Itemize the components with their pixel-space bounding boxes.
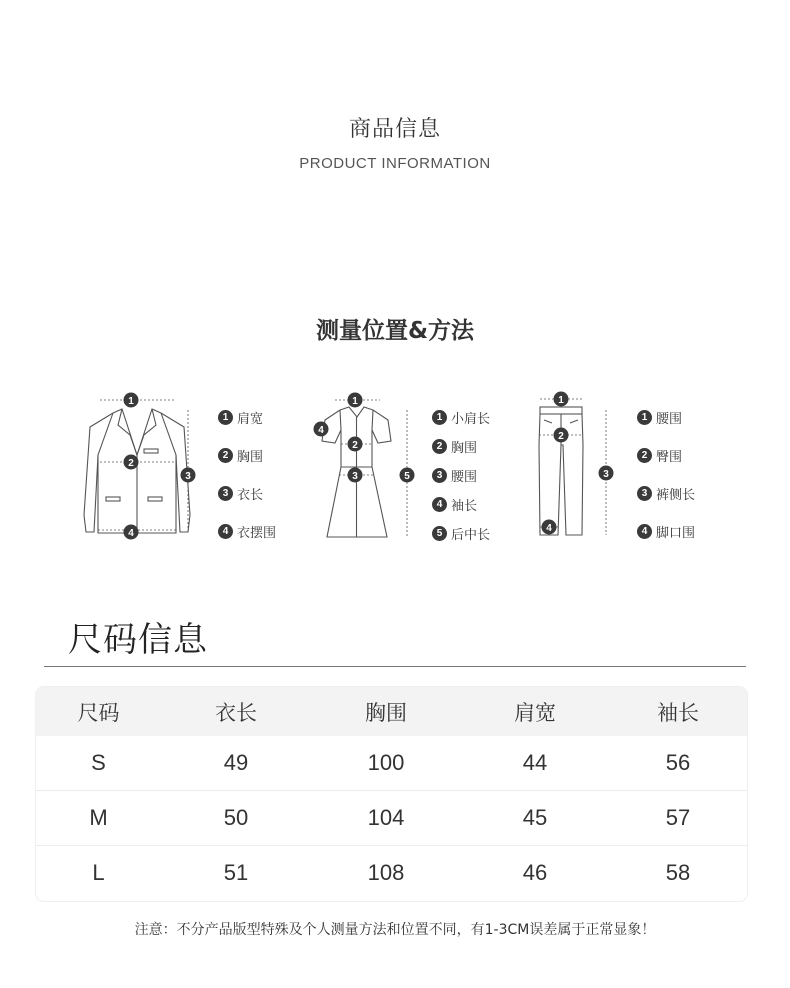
- svg-text:4: 4: [318, 425, 324, 436]
- column-header: 袖长: [657, 700, 699, 725]
- column-header: 胸围: [365, 700, 407, 725]
- table-cell: 58: [665, 860, 691, 885]
- table-cell: 56: [665, 750, 691, 775]
- number-badge-icon: 3: [432, 468, 447, 483]
- legend-label: 衣长: [237, 487, 264, 503]
- svg-text:3: 3: [352, 471, 358, 482]
- svg-text:4: 4: [128, 528, 134, 539]
- svg-text:2: 2: [128, 458, 134, 469]
- legend-label: 小肩长: [451, 411, 491, 427]
- legend-item: [637, 521, 695, 541]
- table-cell: 44: [522, 750, 548, 775]
- table-row: [36, 846, 747, 900]
- table-cell: 108: [367, 860, 405, 885]
- product-info-subtitle: PRODUCT INFORMATION: [299, 155, 491, 172]
- legend-item: [637, 483, 695, 503]
- table-cell: 57: [665, 805, 691, 830]
- legend-label: 脚口围: [656, 525, 696, 541]
- legend-label: 裤侧长: [656, 487, 696, 503]
- table-row: [36, 736, 747, 791]
- table-cell: M: [89, 805, 108, 830]
- svg-text:2: 2: [352, 440, 358, 451]
- measurement-note: 注意：不分产品版型特殊及个人测量方法和位置不同，有1-3CM误差属于正常显象！: [134, 922, 656, 938]
- number-badge-icon: 1: [637, 410, 652, 425]
- legend-item: [432, 523, 490, 543]
- number-badge-icon: 4: [218, 524, 233, 539]
- table-cell: 51: [223, 860, 249, 885]
- dress-illustration: [305, 385, 430, 550]
- svg-text:3: 3: [603, 469, 609, 480]
- number-badge-icon: 2: [218, 448, 233, 463]
- svg-text:3: 3: [185, 471, 191, 482]
- divider: [44, 666, 746, 667]
- size-info-heading: 尺码信息: [68, 620, 208, 660]
- dress-legend: [432, 407, 490, 552]
- legend-label: 胸围: [451, 440, 478, 456]
- table-cell: 49: [223, 750, 249, 775]
- legend-label: 臀围: [656, 449, 683, 465]
- svg-text:2: 2: [558, 431, 564, 442]
- legend-label: 胸围: [237, 449, 264, 465]
- column-header: 衣长: [215, 700, 257, 725]
- legend-item: [432, 465, 490, 485]
- legend-item: [218, 483, 276, 503]
- legend-item: [432, 407, 490, 427]
- number-badge-icon: 4: [432, 497, 447, 512]
- svg-text:4: 4: [546, 523, 552, 534]
- product-info-title: 商品信息: [348, 117, 441, 142]
- number-badge-icon: 2: [637, 448, 652, 463]
- svg-text:1: 1: [128, 396, 134, 407]
- number-badge-icon: 3: [218, 486, 233, 501]
- legend-label: 袖长: [451, 498, 478, 514]
- table-cell: 100: [367, 750, 405, 775]
- legend-item: [218, 521, 276, 541]
- table-cell: L: [92, 860, 105, 885]
- legend-label: 衣摆围: [237, 525, 277, 541]
- pants-diagram: [530, 385, 740, 550]
- legend-item: [637, 407, 695, 427]
- legend-label: 肩宽: [237, 411, 264, 427]
- column-header: 肩宽: [514, 700, 556, 725]
- pants-legend: [637, 407, 695, 559]
- table-header-row: [36, 687, 747, 736]
- number-badge-icon: 3: [637, 486, 652, 501]
- svg-text:5: 5: [404, 471, 410, 482]
- jacket-diagram: [78, 385, 288, 550]
- legend-label: 腰围: [451, 469, 478, 485]
- table-cell: 45: [522, 805, 548, 830]
- jacket-legend: [218, 407, 276, 559]
- legend-label: 后中长: [451, 527, 491, 543]
- legend-item: [218, 445, 276, 465]
- jacket-illustration: [78, 385, 208, 550]
- column-header: 尺码: [77, 700, 120, 725]
- number-badge-icon: 5: [432, 526, 447, 541]
- table-cell: 46: [522, 860, 548, 885]
- svg-text:1: 1: [558, 395, 564, 406]
- table-row: [36, 791, 747, 846]
- table-cell: S: [91, 750, 106, 775]
- legend-item: [637, 445, 695, 465]
- dress-diagram: [305, 385, 520, 550]
- measure-method-title: 测量位置&方法: [315, 318, 475, 344]
- legend-item: [432, 436, 490, 456]
- product-info-header: [0, 112, 790, 172]
- legend-item: [432, 494, 490, 514]
- number-badge-icon: 1: [218, 410, 233, 425]
- number-badge-icon: 2: [432, 439, 447, 454]
- number-badge-icon: 1: [432, 410, 447, 425]
- size-table: [36, 687, 747, 901]
- table-cell: 50: [223, 805, 249, 830]
- svg-text:1: 1: [352, 396, 358, 407]
- legend-item: [218, 407, 276, 427]
- legend-label: 腰围: [656, 411, 683, 427]
- number-badge-icon: 4: [637, 524, 652, 539]
- table-cell: 104: [367, 805, 405, 830]
- pants-illustration: [530, 385, 635, 550]
